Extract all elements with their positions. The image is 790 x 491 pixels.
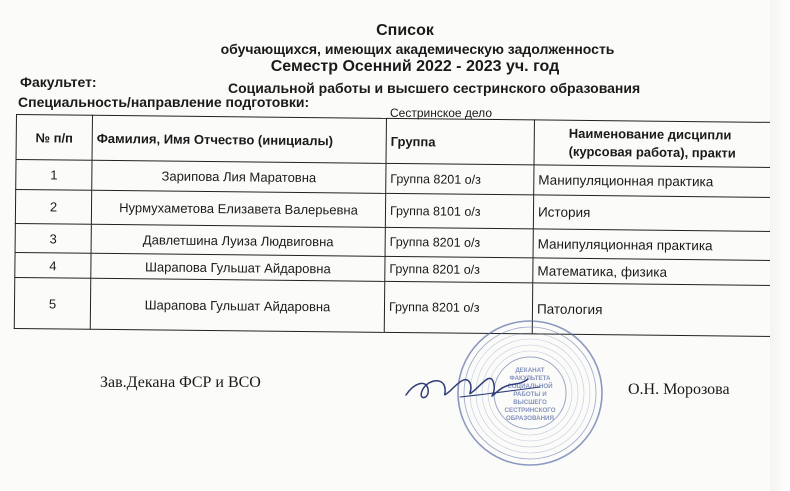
row-subject: Манипуляционная практика	[534, 165, 790, 198]
row-subject: Манипуляционная практика	[533, 229, 790, 261]
row-num: 1	[16, 160, 92, 191]
svg-text:РАБОТЫ И: РАБОТЫ И	[513, 391, 547, 398]
svg-text:СЕСТРИНСКОГО: СЕСТРИНСКОГО	[504, 407, 556, 414]
row-name: Шарапова Гульшат Айдаровна	[91, 253, 385, 281]
semester-line: Семестр Осенний 2022 - 2023 уч. год	[270, 58, 560, 75]
svg-text:ДЕКАНАТ: ДЕКАНАТ	[515, 367, 545, 374]
specialty-value: Сестринское дело	[390, 106, 492, 120]
doc-subtitle: обучающихся, имеющих академическую задолженность	[220, 41, 615, 57]
footer-position: Зав.Декана ФСР и ВСО	[100, 374, 261, 391]
header-name: Фамилия, Имя Отчество (инициалы)	[92, 115, 386, 163]
svg-text:ВЫСШЕГО: ВЫСШЕГО	[513, 399, 547, 406]
row-num: 5	[14, 277, 91, 329]
header-subject	[534, 120, 790, 168]
header-subject-line1: Наименование дисципли	[568, 125, 732, 143]
row-group: Группа 8201 о/з	[385, 227, 533, 258]
svg-text:СОЦИАЛЬНОЙ: СОЦИАЛЬНОЙ	[507, 383, 553, 390]
table-row	[14, 277, 790, 336]
header-subject-line2: (курсовая работа), практи	[568, 143, 736, 161]
row-group: Группа 8201 о/з	[385, 256, 533, 283]
faculty-label: Факультет:	[20, 74, 97, 90]
header-num: № п/п	[16, 115, 92, 161]
row-group: Группа 8101 о/з	[385, 193, 533, 229]
doc-title: Список	[376, 22, 434, 39]
row-group: Группа 8201 о/з	[384, 281, 533, 334]
row-subject: Патология	[532, 283, 790, 337]
row-num: 2	[15, 190, 91, 225]
svg-text:ОБРАЗОВАНИЯ: ОБРАЗОВАНИЯ	[506, 415, 554, 422]
specialty-label: Специальность/направление подготовки:	[18, 94, 310, 110]
svg-text:ФАКУЛЬТЕТА: ФАКУЛЬТЕТА	[509, 375, 551, 382]
row-name: Шарапова Гульшат Айдаровна	[90, 278, 385, 332]
row-name: Давлетшина Луиза Людвиговна	[91, 224, 385, 256]
page-edge	[770, 0, 790, 491]
row-num: 3	[15, 223, 91, 253]
faculty-value: Социальной работы и высшего сестринского образования	[228, 80, 641, 96]
row-group: Группа 8201 о/з	[386, 163, 534, 195]
signature	[400, 365, 550, 410]
row-name: Зарипова Лия Маратовна	[92, 160, 386, 193]
row-num: 4	[15, 252, 91, 278]
debtors-table	[14, 114, 790, 337]
row-subject: Математика, физика	[533, 258, 790, 286]
row-subject: История	[533, 195, 790, 232]
footer-signatory: О.Н. Морозова	[628, 381, 730, 398]
header-group: Группа	[386, 118, 534, 165]
row-name: Нурмухаметова Елизавета Валерьевна	[91, 190, 385, 227]
